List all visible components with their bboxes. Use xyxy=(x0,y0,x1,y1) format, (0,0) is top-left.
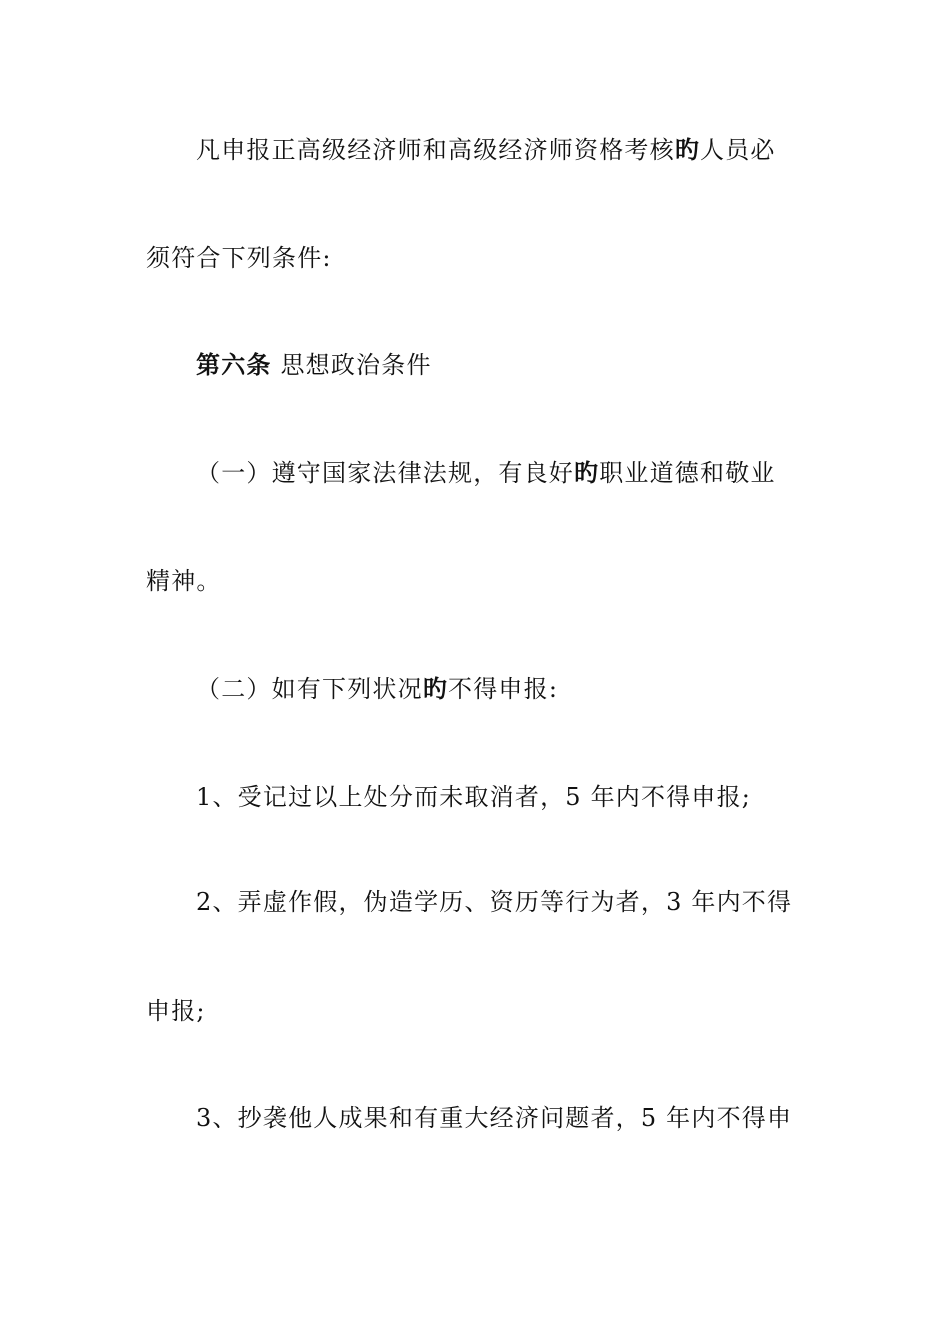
list-item-2 xyxy=(196,886,856,918)
line-text-pre: 2、弄虚作假，伪造学历、资历等行为者，3 年内不得 xyxy=(196,888,793,916)
list-item-3 xyxy=(196,1102,856,1134)
article-title: 思想政治条件 xyxy=(271,351,432,379)
line-text-post: 职业道德和敬业 xyxy=(599,459,776,487)
paragraph-line-1 xyxy=(196,134,856,166)
article-heading xyxy=(196,349,856,381)
line-text-pre: 3、抄袭他人成果和有重大经济问题者，5 年内不得申 xyxy=(196,1104,793,1132)
paragraph-line-5 xyxy=(146,565,806,597)
line-text-bold: 旳 xyxy=(422,675,449,703)
line-text-bold: 旳 xyxy=(574,459,600,487)
line-text-pre: 凡申报正高级经济师和高级经济师资格考核 xyxy=(196,136,675,164)
line-text-pre: 精神。 xyxy=(146,567,222,595)
paragraph-line-2 xyxy=(146,242,806,274)
line-text-pre: 申报; xyxy=(146,997,206,1025)
paragraph-line-4 xyxy=(196,457,856,489)
list-item-2-continued xyxy=(146,995,806,1027)
line-text-post: 不得申报: xyxy=(448,675,559,703)
list-item-1 xyxy=(196,781,856,813)
line-text-pre: （二）如有下列状况 xyxy=(196,675,423,703)
line-text-bold: 旳 xyxy=(674,136,701,164)
line-text-post: 人员必 xyxy=(700,136,776,164)
paragraph-line-6 xyxy=(196,673,856,705)
line-text-pre: （一）遵守国家法律法规，有良好 xyxy=(196,459,574,487)
article-number: 第六条 xyxy=(196,351,272,379)
line-text-pre: 须符合下列条件: xyxy=(146,244,332,272)
line-text-pre: 1、受记过以上处分而未取消者，5 年内不得申报; xyxy=(196,783,752,811)
